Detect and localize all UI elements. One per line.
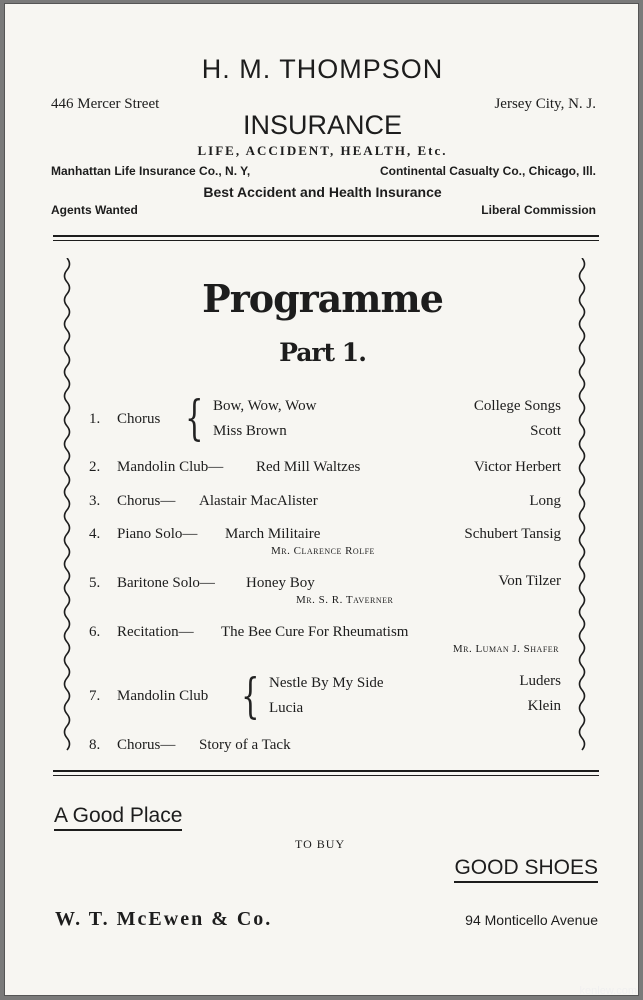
ad-firm-name: W. T. McEwen & Co. — [55, 908, 273, 930]
item-act: Recitation— — [117, 624, 194, 640]
item-act: Mandolin Club— — [117, 459, 224, 475]
item-number: 1. — [89, 411, 101, 427]
item-act: Baritone Solo— — [117, 575, 215, 591]
top-rule-1 — [53, 235, 599, 237]
item-performer: Mr. S. R. Taverner — [296, 594, 394, 606]
advertiser-name: H. M. THOMPSON — [201, 54, 444, 84]
item-piece: Nestle By My Side — [269, 675, 384, 691]
item-composer: Klein — [527, 698, 561, 714]
watermark: kenlew.com — [579, 985, 637, 997]
advertiser-city: Jersey City, N. J. — [494, 96, 596, 112]
ad-to-buy: TO BUY — [295, 837, 346, 851]
item-number: 7. — [89, 688, 101, 704]
item-piece: Red Mill Waltzes — [256, 459, 361, 475]
item-act: Mandolin Club — [117, 688, 209, 704]
item-composer: Long — [529, 493, 561, 509]
bottom-rule-2 — [53, 775, 599, 776]
item-piece: Bow, Wow, Wow — [213, 398, 317, 414]
item-composer: Victor Herbert — [474, 459, 561, 475]
wavy-border-left — [61, 258, 73, 754]
liberal-commission: Liberal Commission — [481, 203, 596, 217]
wavy-border-right — [576, 258, 588, 754]
insurance-lines: LIFE, ACCIDENT, HEALTH, Etc. — [197, 143, 448, 158]
ad-firm-address: 94 Monticello Avenue — [465, 912, 598, 928]
programme-part: Part 1. — [279, 338, 366, 367]
bottom-rule-1 — [53, 770, 599, 772]
ad-good-shoes: GOOD SHOES — [454, 856, 598, 883]
item-piece: Honey Boy — [246, 575, 315, 591]
ad-good-place: A Good Place — [54, 804, 182, 831]
item-act: Chorus — [117, 411, 161, 427]
item-composer: Schubert Tansig — [464, 526, 561, 542]
item-composer: Luders — [519, 673, 561, 689]
advertiser-business: INSURANCE — [242, 110, 403, 140]
item-number: 6. — [89, 624, 101, 640]
item-act: Piano Solo— — [117, 526, 198, 542]
programme-title: Programme — [202, 276, 443, 321]
brace-item-1: { — [185, 390, 204, 446]
programme-page — [4, 3, 639, 996]
item-composer: College Songs — [473, 398, 561, 414]
item-composer: Scott — [530, 423, 561, 439]
item-piece: The Bee Cure For Rheumatism — [221, 624, 409, 640]
item-act: Chorus— — [117, 737, 176, 753]
insurance-company-right: Continental Casualty Co., Chicago, Ill. — [379, 164, 596, 178]
top-rule-2 — [53, 240, 599, 241]
item-performer: Mr. Clarence Rolfe — [271, 545, 375, 557]
item-piece: Miss Brown — [213, 423, 287, 439]
item-piece: Lucia — [269, 700, 304, 716]
item-number: 5. — [89, 575, 101, 591]
advertiser-tagline: Best Accident and Health Insurance — [203, 184, 442, 200]
brace-item-7: { — [241, 668, 260, 724]
item-number: 2. — [89, 459, 101, 475]
item-piece: Alastair MacAlister — [199, 493, 318, 509]
item-piece: Story of a Tack — [199, 737, 291, 753]
item-number: 3. — [89, 493, 101, 509]
item-performer: Mr. Luman J. Shafer — [452, 643, 559, 655]
advertiser-address: 446 Mercer Street — [51, 96, 160, 112]
item-piece: March Militaire — [225, 526, 321, 542]
item-act: Chorus— — [117, 493, 176, 509]
agents-wanted: Agents Wanted — [51, 203, 138, 217]
item-number: 4. — [89, 526, 101, 542]
item-number: 8. — [89, 737, 101, 753]
item-composer: Von Tilzer — [498, 573, 561, 589]
insurance-company-left: Manhattan Life Insurance Co., N. Y, — [51, 164, 251, 178]
